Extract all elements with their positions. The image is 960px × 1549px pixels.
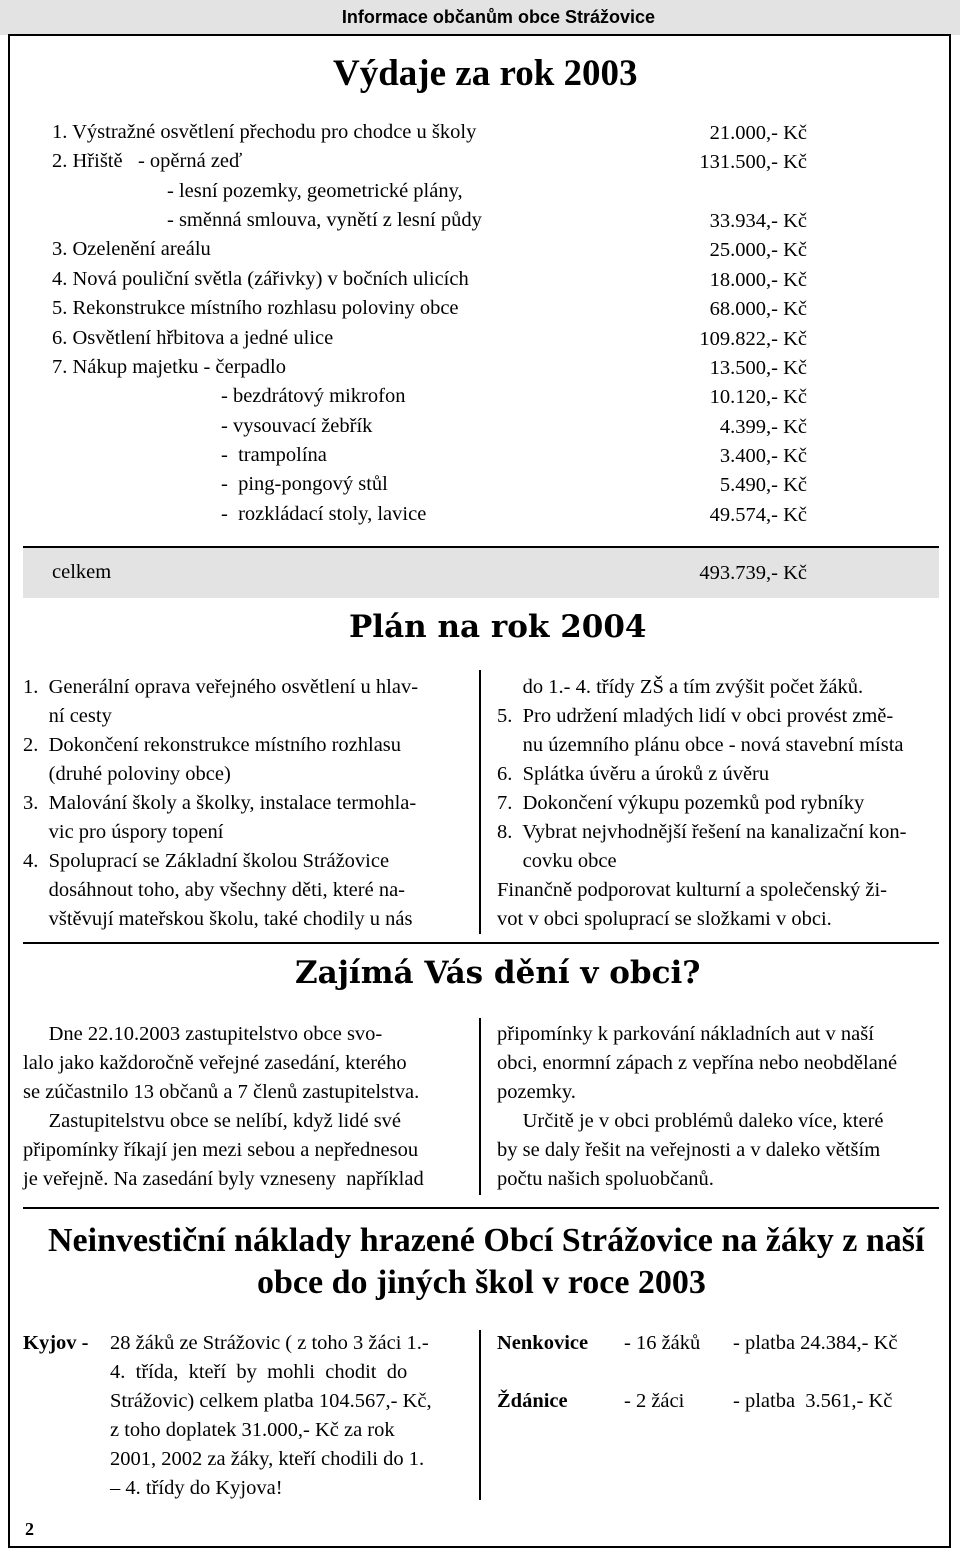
plan-line: covku obce (497, 850, 617, 872)
expense-amount: 13.500,- Kč (709, 357, 807, 379)
nenkovice-count: - 16 žáků (624, 1332, 701, 1354)
deni-divider (479, 1018, 481, 1195)
expense-label: 4. Nová pouliční světla (zářivky) v bočních ulicích (52, 268, 469, 290)
deni-line: Zastupitelstvu obce se nelíbí, když lidé své (23, 1110, 402, 1132)
expense-amount: 68.000,- Kč (709, 298, 807, 320)
expense-amount: 109.822,- Kč (699, 328, 807, 350)
expense-label: - trampolína (221, 444, 327, 466)
zdanice-payment: - platba 3.561,- Kč (733, 1390, 893, 1412)
deni-bottom-rule (23, 1207, 939, 1209)
vydaje-heading: Výdaje za rok 2003 (333, 53, 638, 94)
deni-heading: Zajímá Vás dění v obci? (295, 955, 701, 991)
plan-divider (479, 670, 481, 934)
plan-line: 4. Spoluprací se Základní školou Strážovice (23, 850, 390, 872)
deni-line: Určitě je v obci problémů daleko více, které (497, 1110, 884, 1132)
kyjov-line: – 4. třídy do Kyjova! (110, 1477, 283, 1499)
plan-line: 6. Splátka úvěru a úroků z úvěru (497, 763, 770, 785)
expense-amount: 18.000,- Kč (709, 269, 807, 291)
naklady-heading-line1: Neinvestiční náklady hrazené Obcí Strážovice na žáky z naší (48, 1222, 925, 1259)
kyjov-line: 28 žáků ze Strážovic ( z toho 3 žáci 1.- (110, 1332, 429, 1354)
expense-amount: 25.000,- Kč (709, 239, 807, 261)
expense-amount: 33.934,- Kč (709, 210, 807, 232)
kyjov-line: 2001, 2002 za žáky, kteří chodili do 1. (110, 1448, 425, 1470)
expense-label: - vysouvací žebřík (221, 415, 373, 437)
expense-amount: 3.400,- Kč (719, 445, 807, 467)
deni-line: lalo jako každoročně veřejné zasedání, kterého (23, 1052, 407, 1074)
deni-line: by se daly řešit na veřejnosti a v daleko větším (497, 1139, 881, 1161)
plan-line: vštěvují mateřskou školu, také chodily u nás (23, 908, 413, 930)
plan-line: vic pro úspory topení (23, 821, 224, 843)
expense-label: - bezdrátový mikrofon (221, 385, 406, 407)
plan-line: 5. Pro udržení mladých lidí v obci provést změ- (497, 705, 894, 727)
naklady-divider (479, 1330, 481, 1500)
expense-amount: 21.000,- Kč (709, 122, 807, 144)
expense-label: 2. Hřiště - opěrná zeď (52, 150, 243, 172)
deni-line: připomínky říkají jen mezi sebou a nepřednesou (23, 1139, 419, 1161)
expense-label: 3. Ozelenění areálu (52, 238, 211, 260)
plan-line: 8. Vybrat nejvhodnější řešení na kanalizační kon- (497, 821, 907, 843)
kyjov-line: 4. třída, kteří by mohli chodit do (110, 1361, 408, 1383)
plan-bottom-rule (23, 942, 939, 944)
plan-line: nu územního plánu obce - nová stavební místa (497, 734, 904, 756)
expense-label: 5. Rekonstrukce místního rozhlasu poloviny obce (52, 297, 459, 319)
kyjov-label: Kyjov - (23, 1332, 89, 1354)
expense-label: 1. Výstražné osvětlení přechodu pro chodce u školy (52, 121, 477, 143)
deni-line: obci, enormní zápach z vepřína nebo neobdělané (497, 1052, 898, 1074)
nenkovice-label: Nenkovice (497, 1332, 589, 1354)
deni-line: se zúčastnilo 13 občanů a 7 členů zastupitelstva. (23, 1081, 420, 1103)
page-number: 2 (25, 1519, 34, 1539)
expense-amount: 4.399,- Kč (719, 416, 807, 438)
plan-line: (druhé poloviny obce) (23, 763, 231, 785)
expense-amount: 131.500,- Kč (699, 151, 807, 173)
kyjov-line: Strážovic) celkem platba 104.567,- Kč, (110, 1390, 432, 1412)
deni-line: je veřejně. Na zasedání byly vzneseny například (23, 1168, 424, 1190)
plan-line: do 1.- 4. třídy ZŠ a tím zvýšit počet žáků. (497, 676, 864, 698)
plan-line: 7. Dokončení výkupu pozemků pod rybníky (497, 792, 865, 814)
deni-line: počtu našich spoluobčanů. (497, 1168, 714, 1190)
expense-label: - rozkládací stoly, lavice (221, 503, 427, 525)
deni-line: pozemky. (497, 1081, 576, 1103)
plan-line: vot v obci spoluprací se složkami v obci. (497, 908, 832, 930)
total-label: celkem (52, 561, 112, 583)
expense-label: 7. Nákup majetku - čerpadlo (52, 356, 286, 378)
plan-heading: Plán na rok 2004 (349, 609, 647, 645)
plan-line: 1. Generální oprava veřejného osvětlení u hlav- (23, 676, 419, 698)
expense-label: - ping-pongový stůl (221, 473, 388, 495)
deni-line: připomínky k parkování nákladních aut v naší (497, 1023, 874, 1045)
nenkovice-payment: - platba 24.384,- Kč (733, 1332, 898, 1354)
expense-amount: 49.574,- Kč (709, 504, 807, 526)
expense-amount: 5.490,- Kč (719, 474, 807, 496)
expense-amount: 10.120,- Kč (709, 386, 807, 408)
plan-line: 3. Malování školy a školky, instalace termohla- (23, 792, 417, 814)
header-bar (0, 0, 960, 35)
total-amount: 493.739,- Kč (699, 562, 807, 584)
expense-label: - lesní pozemky, geometrické plány, (167, 180, 463, 202)
plan-line: Finančně podporovat kulturní a společenský ži- (497, 879, 887, 901)
plan-line: ní cesty (23, 705, 112, 727)
plan-line: dosáhnout toho, aby všechny děti, které na- (23, 879, 406, 901)
kyjov-line: z toho doplatek 31.000,- Kč za rok (110, 1419, 395, 1441)
deni-line: Dne 22.10.2003 zastupitelstvo obce svo- (23, 1023, 383, 1045)
expense-label: 6. Osvětlení hřbitova a jedné ulice (52, 327, 334, 349)
zdanice-label: Ždánice (497, 1390, 568, 1412)
naklady-heading-line2: obce do jiných škol v roce 2003 (257, 1264, 706, 1301)
header-title: Informace občanům obce Strážovice (341, 7, 655, 27)
plan-line: 2. Dokončení rekonstrukce místního rozhlasu (23, 734, 402, 756)
expense-label: - směnná smlouva, vynětí z lesní půdy (167, 209, 482, 231)
zdanice-count: - 2 žáci (624, 1390, 685, 1412)
